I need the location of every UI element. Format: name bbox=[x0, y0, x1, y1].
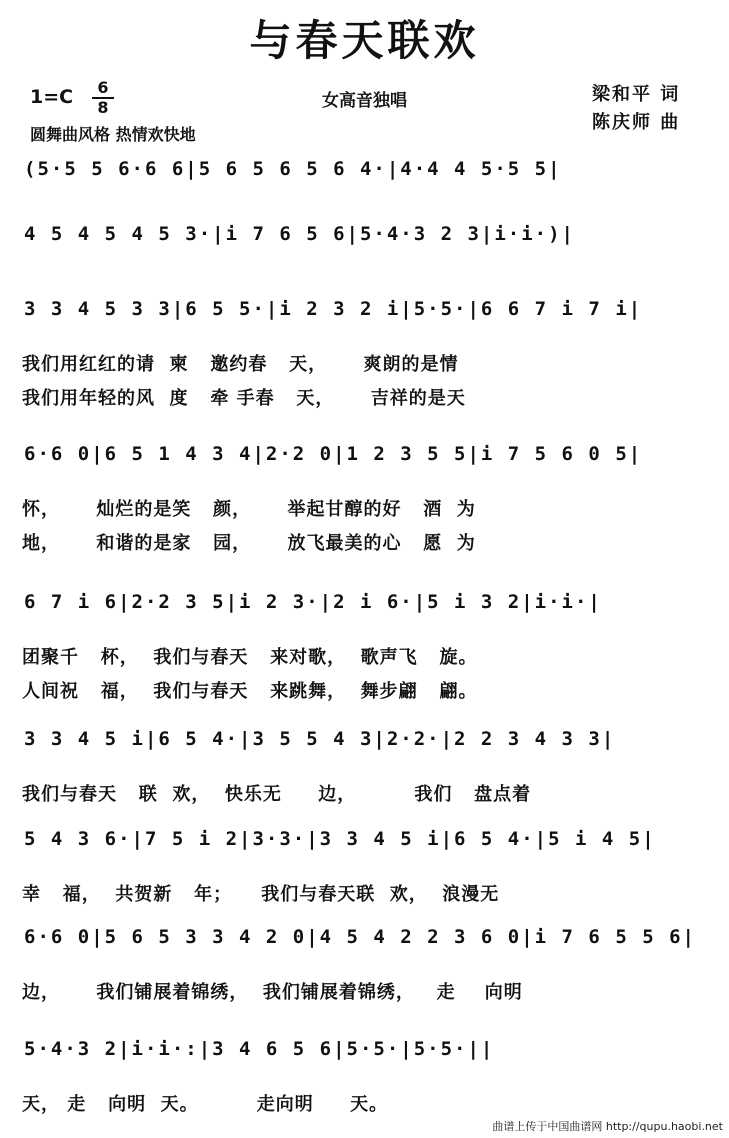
meter-top: 6 bbox=[97, 78, 109, 97]
notation-line: 5 4 3 6·|7 5 i 2|3·3·|3 3 4 5 i|6 5 4·|5 i 4 5| bbox=[24, 828, 656, 850]
meter-bottom: 8 bbox=[97, 98, 109, 117]
voice-type: 女高音独唱 bbox=[322, 91, 407, 111]
lyric-line: 我们用年轻的风 度 牵 手春 天， 吉祥的是天 bbox=[22, 388, 466, 409]
lyric-line: 人间祝 福， 我们与春天 来跳舞， 舞步翩 翩。 bbox=[22, 681, 478, 702]
lyric-line: 我们与春天 联 欢， 快乐无 边， 我们 盘点着 bbox=[22, 784, 532, 805]
key-signature: 1=C bbox=[30, 86, 74, 108]
lyricist-credit: 梁和平 词 bbox=[592, 84, 681, 105]
notation-line: 3 3 4 5 i|6 5 4·|3 5 5 4 3|2·2·|2 2 3 4 3 3| bbox=[24, 728, 616, 750]
notation-line: 6·6 0|5 6 5 3 3 4 2 0|4 5 4 2 2 3 6 0|i 7 6 5 5 6| bbox=[24, 926, 696, 948]
notation-line: 5·4·3 2|i·i·:|3 4 6 5 6|5·5·|5·5·|| bbox=[24, 1038, 495, 1060]
notation-line: 6·6 0|6 5 1 4 3 4|2·2 0|1 2 3 5 5|i 7 5 6 0 5| bbox=[24, 443, 643, 465]
notation-line: 6 7 i 6|2·2 3 5|i 2 3·|2 i 6·|5 i 3 2|i·i·| bbox=[24, 591, 602, 613]
lyric-line: 边， 我们铺展着锦绣， 我们铺展着锦绣， 走 向明 bbox=[22, 982, 523, 1003]
composer-credit: 陈庆师 曲 bbox=[592, 112, 681, 133]
tempo-marking: 圆舞曲风格 热情欢快地 bbox=[30, 125, 196, 144]
notation-line: 3 3 4 5 3 3|6 5 5·|i 2 3 2 i|5·5·|6 6 7 i 7 i| bbox=[24, 298, 643, 320]
notation-line: 4 5 4 5 4 5 3·|i 7 6 5 6|5·4·3 2 3|i·i·)| bbox=[24, 223, 575, 245]
lyric-line: 天， 走 向明 天。 走向明 天。 bbox=[22, 1094, 389, 1115]
lyric-line: 团聚千 杯， 我们与春天 来对歌， 歌声飞 旋。 bbox=[22, 647, 478, 668]
lyric-line: 我们用红红的请 柬 邀约春 天， 爽朗的是情 bbox=[22, 354, 459, 375]
lyric-line: 幸 福， 共贺新 年； 我们与春天联 欢， 浪漫无 bbox=[22, 884, 500, 905]
song-title: 与春天联欢 bbox=[249, 16, 480, 65]
time-signature bbox=[92, 80, 114, 116]
footer-watermark: 曲谱上传于中国曲谱网 http://qupu.haobi.net bbox=[492, 1120, 723, 1133]
lyric-line: 怀， 灿烂的是笑 颜， 举起甘醇的好 酒 为 bbox=[22, 499, 476, 520]
notation-line: (5·5 5 6·6 6|5 6 5 6 5 6 4·|4·4 4 5·5 5| bbox=[24, 158, 562, 180]
lyric-line: 地， 和谐的是家 园， 放飞最美的心 愿 为 bbox=[22, 533, 476, 554]
